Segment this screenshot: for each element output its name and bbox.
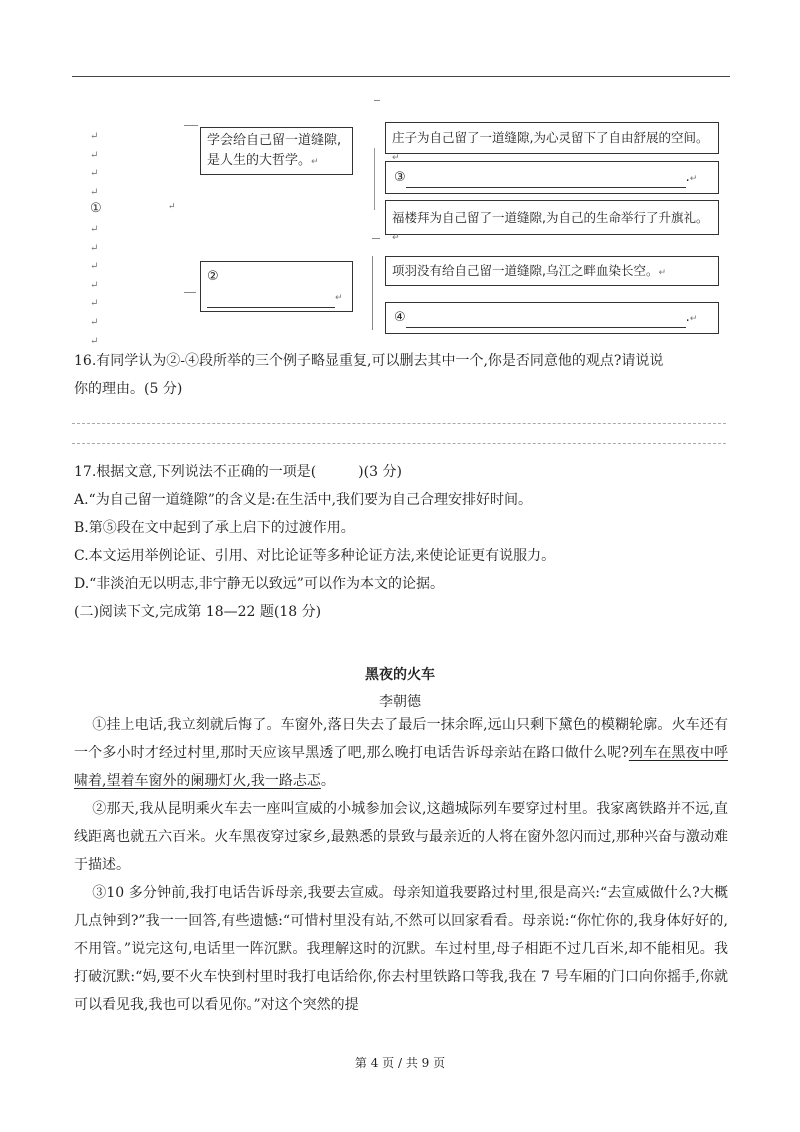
return-mark: ↵ [392, 233, 400, 243]
return-mark: ↵ [90, 168, 99, 180]
option-b: B.第⑤段在文中起到了承上启下的过渡作用。 [74, 520, 355, 536]
zhuangzi-box [385, 122, 719, 163]
return-mark: ↵ [90, 316, 99, 328]
return-mark: ↵ [90, 335, 99, 347]
question-17 [74, 458, 555, 626]
connector-tick [374, 100, 380, 101]
period-mark: . [685, 170, 690, 185]
paragraph-1-text: ①挂上电话,我立刻就后悔了。车窗外,落日失去了最后一抹余晖,远山只剩下黛色的模糊轮廓。火车还有一个多小时才经过村里,那时天应该早黑透了吧,那么晚打电话告诉母亲站在路口做什么呢? [74, 717, 728, 761]
return-mark: ↵ [689, 314, 698, 324]
return-mark: ↵ [90, 261, 99, 273]
circle-four-label: ④ [394, 310, 406, 325]
return-mark: ↵ [335, 293, 343, 303]
question-16-line-2: 你的理由。(5 分) [74, 381, 183, 397]
answer-blank[interactable] [406, 327, 686, 328]
argument-box-two [200, 261, 353, 312]
article-title: 黑夜的火车 [365, 667, 435, 683]
article-body [74, 711, 728, 1019]
fulou-box [385, 200, 719, 243]
return-mark: ↵ [90, 149, 99, 161]
xiangyu-text: 项羽没有给自己留一道缝隙,乌江之畔血染长空。 [392, 263, 659, 278]
paragraph-2: ②那天,我从昆明乘火车去一座叫宣威的小城参加会议,这趟城际列车要穿过村里。我家离铁路并不远,直线距离也就五六百米。火车黑夜穿过家乡,最熟悉的景致与最亲近的人将在窗外忽闪而过,那种兴奋与激动难于描述。 [74, 801, 728, 873]
paragraph-1 [74, 711, 728, 795]
underlined-sentence: 列车在黑夜中呼啸着,望着车窗外的阑珊灯火,我一路忐忑 [74, 745, 729, 789]
thesis-text: 学会给自己留一道缝隙,是人生的大哲学。 [207, 133, 342, 168]
question-17-stem: 17.根据文意,下列说法不正确的一项是( )(3 分) [74, 464, 402, 480]
paragraph-1-end: 。 [320, 773, 335, 789]
return-mark: ↵ [658, 268, 667, 278]
circle-three-label: ③ [394, 170, 406, 185]
return-mark: ↵ [90, 186, 99, 198]
paragraph-3: ③10 多分钟前,我打电话告诉母亲,我要去宣威。母亲知道我要路过村里,很是高兴:“去宣威做什么?大概几点钟到?”我一一回答,有些遗憾:“可惜村里没有站,不然可以回家看看。母亲说:“你忙你的,我身体好好的,不用管。”说完这句,电话里一阵沉默。我理解这时的沉默。车过村里,母子相距不过几百米,却不能相见。我打破沉默:“妈,要不火车快到村里时我打电话给你,你去村里铁路口等我,我在 7 号车厢的门口向你摇手,你就可以看见我,我也可以看见你。”对这个突然的提 [74, 885, 728, 1013]
article-author: 李朝德 [379, 694, 421, 710]
return-mark: ↵ [90, 223, 99, 235]
page-footer: 第 4 页 / 共 9 页 [354, 1056, 446, 1070]
answer-line[interactable] [72, 423, 726, 424]
connector-tick: ↵ [168, 202, 176, 212]
header-rule [72, 76, 730, 77]
thesis-box [200, 127, 353, 175]
circle-two-label: ② [207, 269, 219, 284]
argument-box-four [385, 302, 719, 334]
xiangyu-box [385, 256, 719, 286]
option-a: A.“为自己留一道缝隙”的含义是:在生活中,我们要为自己合理安排好时间。 [74, 492, 533, 508]
option-c: C.本文运用举例论证、引用、对比论证等多种论证方法,来使论证更有说服力。 [74, 548, 556, 564]
return-mark: ↵ [311, 157, 319, 167]
zhuangzi-text: 庄子为自己留了一道缝隙,为心灵留下了自由舒展的空间。 [392, 130, 709, 145]
return-mark: ↵ [90, 131, 99, 142]
return-mark: ↵ [90, 298, 99, 310]
bracket-line [374, 148, 379, 210]
period-mark: . [685, 310, 690, 325]
option-d: D.“非淡泊无以明志,非宁静无以致远”可以作为本文的论据。 [74, 576, 444, 592]
answer-blank[interactable] [207, 307, 335, 308]
question-16-line-1: 16.有同学认为②-④段所举的三个例子略显重复,可以删去其中一个,你是否同意他的观点?请说说 [74, 353, 664, 369]
section-two-heading: (二)阅读下文,完成第 18—22 题(18 分) [74, 604, 322, 620]
return-mark: ↵ [90, 279, 99, 291]
answer-blank[interactable] [406, 187, 686, 188]
connector-tick [184, 125, 198, 126]
question-16 [74, 350, 663, 400]
return-marks-column [90, 128, 98, 351]
circle-one-label: ① [90, 201, 102, 216]
answer-line[interactable] [72, 443, 726, 444]
return-mark: ↵ [392, 153, 400, 163]
connector-tick [372, 238, 380, 239]
argument-box-three [385, 161, 719, 194]
fulou-text: 福楼拜为自己留了一道缝隙,为自己的生命举行了升旗礼。 [392, 210, 709, 225]
connector-tick [184, 292, 196, 293]
bracket-line [372, 256, 378, 330]
return-mark: ↵ [90, 242, 99, 254]
return-mark: ↵ [689, 174, 698, 184]
